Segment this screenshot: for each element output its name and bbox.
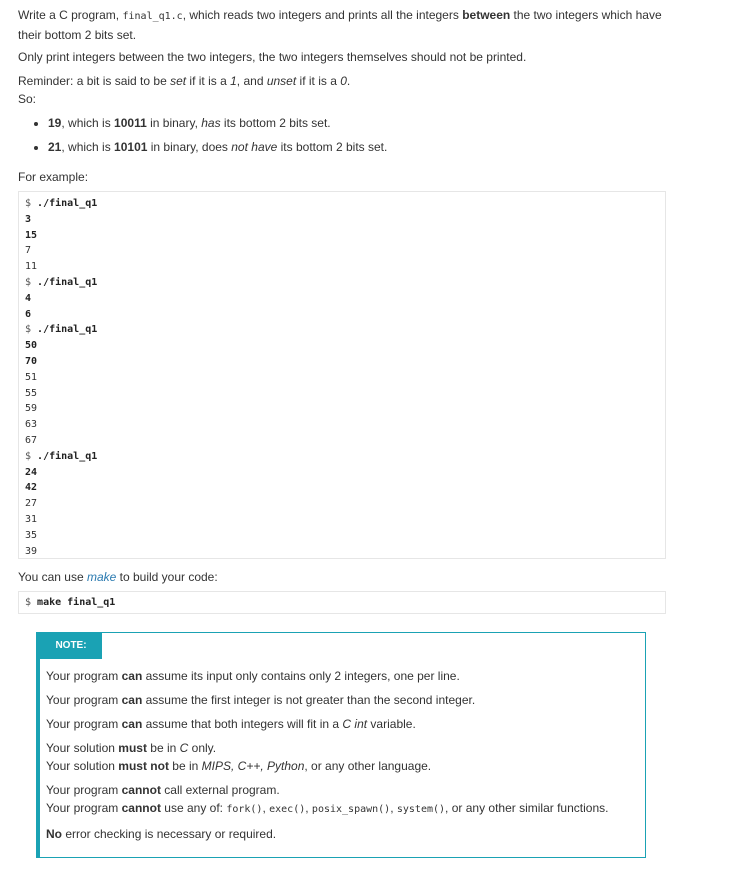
output-value: 59 [25, 403, 38, 415]
note-text: variable. [367, 717, 416, 731]
code-line [25, 544, 665, 560]
code-line [25, 433, 665, 449]
note-line [46, 781, 642, 799]
note-box [36, 632, 646, 858]
code-line [25, 512, 665, 528]
code-line [25, 322, 665, 338]
list-item [48, 114, 387, 132]
output-value: 31 [25, 513, 38, 525]
note-text: only. [188, 741, 217, 755]
note-text: Your program [46, 693, 122, 707]
code-line [25, 496, 665, 512]
code-line [25, 243, 665, 259]
note-text: use any of: [160, 801, 227, 815]
note-text: call external program. [160, 783, 280, 797]
note-italic: C int [342, 717, 368, 731]
code-line [25, 401, 665, 417]
code-line [25, 386, 665, 402]
note-text: assume its input only contains only 2 integers, one per line. [142, 669, 460, 683]
bullet-text: , which is [61, 140, 115, 154]
note-bold: cannot [121, 801, 161, 815]
bullet-binary: 10011 [114, 116, 147, 130]
bullet-emphasis: not have [231, 140, 278, 154]
bullet-emphasis: has [201, 116, 221, 130]
code-line [25, 528, 665, 544]
reminder-text: if it is a [296, 74, 341, 88]
note-text: error checking is necessary or required. [62, 827, 277, 841]
reminder-zero: 0 [340, 74, 347, 88]
input-value: 15 [25, 229, 38, 241]
command-text: ./final_q1 [37, 324, 98, 336]
input-value: 3 [25, 213, 32, 225]
input-value: 6 [25, 308, 32, 320]
note-text: , [262, 801, 270, 815]
output-value: 63 [25, 419, 38, 431]
output-value: 55 [25, 387, 38, 399]
output-value: 7 [25, 245, 32, 257]
note-line [46, 799, 642, 819]
code-line [25, 370, 665, 386]
filename-code: final_q1.c [122, 11, 183, 22]
note-text: , [305, 801, 312, 815]
note-text: be in [168, 759, 202, 773]
command-text: ./final_q1 [37, 198, 98, 209]
bullet-binary: 10101 [114, 140, 148, 154]
command-text: ./final_q1 [37, 450, 98, 462]
prompt-symbol: $ [25, 276, 38, 288]
prompt-symbol: $ [25, 324, 38, 336]
make-code-block [18, 591, 666, 614]
so-label: So: [18, 92, 37, 106]
note-line [46, 667, 642, 685]
note-line [46, 825, 642, 843]
input-value: 42 [25, 482, 38, 494]
reminder-set: set [170, 74, 187, 88]
prompt-symbol: $ [25, 597, 38, 608]
output-value: 27 [25, 498, 38, 510]
code-line [25, 275, 665, 291]
note-bold: must not [118, 759, 169, 773]
code-line [25, 259, 665, 275]
note-bold: can [121, 669, 143, 683]
note-line [46, 757, 642, 775]
note-title: NOTE: [40, 633, 102, 659]
bullet-number: 21 [48, 140, 62, 154]
bits-list [18, 114, 387, 162]
note-body [46, 667, 642, 843]
code-line [25, 465, 665, 481]
reminder-unset: unset [266, 74, 297, 88]
note-text: Your solution [46, 759, 119, 773]
intro-bold: between [462, 8, 511, 22]
reminder-one: 1 [230, 74, 237, 88]
note-italic: MIPS, C++, Python [201, 759, 305, 773]
note-text: Your program [46, 717, 122, 731]
note-line [46, 715, 642, 733]
make-paragraph [18, 568, 218, 586]
bullet-number: 19 [48, 116, 62, 130]
make-command: make final_q1 [37, 597, 116, 608]
note-bold: can [121, 693, 143, 707]
code-line [25, 449, 665, 465]
note-bold: cannot [121, 783, 161, 797]
reminder-text: , and [236, 74, 267, 88]
for-example-label: For example: [18, 170, 89, 184]
command-text: ./final_q1 [37, 276, 98, 288]
output-value: 11 [25, 261, 38, 273]
code-line [25, 338, 665, 354]
list-item [48, 138, 387, 156]
input-value: 50 [25, 340, 38, 352]
code-line [25, 354, 665, 370]
function-code: system() [396, 804, 446, 815]
note-text: , [390, 801, 397, 815]
note-line [46, 739, 642, 757]
bullet-text: in binary, [146, 116, 202, 130]
reminder-paragraph [18, 72, 350, 90]
output-value: 67 [25, 434, 38, 446]
reminder-text: if it is a [186, 74, 231, 88]
intro-text: Write a C program, [18, 8, 123, 22]
note-line [46, 691, 642, 709]
make-text: You can use [18, 570, 87, 584]
reminder-text: . [346, 74, 351, 88]
bullet-text: , which is [61, 116, 115, 130]
note-bold: must [118, 741, 147, 755]
note-text: Your program [46, 801, 122, 815]
function-code: posix_spawn() [311, 804, 391, 815]
code-line [25, 480, 665, 496]
code-line [25, 417, 665, 433]
note-bold: can [121, 717, 143, 731]
note-text: Your program [46, 783, 122, 797]
function-code: fork() [226, 804, 263, 815]
note-text: Your solution [46, 741, 119, 755]
note-text: assume that both integers will fit in a [142, 717, 343, 731]
input-value: 70 [25, 355, 38, 367]
code-line [25, 212, 665, 228]
reminder-text: Reminder: a bit is said to be [18, 74, 171, 88]
intro-text: the two integers which have their bottom 2 bits set. [18, 8, 662, 42]
example-code-block [18, 191, 666, 559]
note-bold: No [46, 827, 62, 841]
bullet-text: in binary, does [147, 140, 232, 154]
input-value: 24 [25, 466, 38, 478]
intro-text: , which reads two integers and prints all the integers [182, 8, 463, 22]
bullet-text: its bottom 2 bits set. [220, 116, 331, 130]
note-text: Your program [46, 669, 122, 683]
prompt-symbol: $ [25, 450, 38, 462]
note-text: be in [146, 741, 180, 755]
make-text: to build your code: [116, 570, 218, 584]
note-text: , or any other similar functions. [445, 801, 609, 815]
function-code: exec() [269, 804, 306, 815]
code-line [25, 228, 665, 244]
only-print-paragraph: Only print integers between the two integers, the two integers themselves should not be printed. [18, 50, 527, 64]
bullet-text: its bottom 2 bits set. [277, 140, 388, 154]
code-line [25, 307, 665, 323]
output-value: 35 [25, 529, 38, 541]
make-link[interactable]: make [86, 570, 117, 584]
code-line [25, 196, 665, 212]
output-value: 39 [25, 545, 38, 557]
note-text: assume the first integer is not greater than the second integer. [142, 693, 476, 707]
prompt-symbol: $ [25, 198, 38, 209]
note-italic: C [179, 741, 189, 755]
code-line [25, 291, 665, 307]
output-value: 51 [25, 371, 38, 383]
intro-paragraph [18, 6, 668, 44]
note-text: , or any other language. [304, 759, 432, 773]
input-value: 4 [25, 292, 32, 304]
